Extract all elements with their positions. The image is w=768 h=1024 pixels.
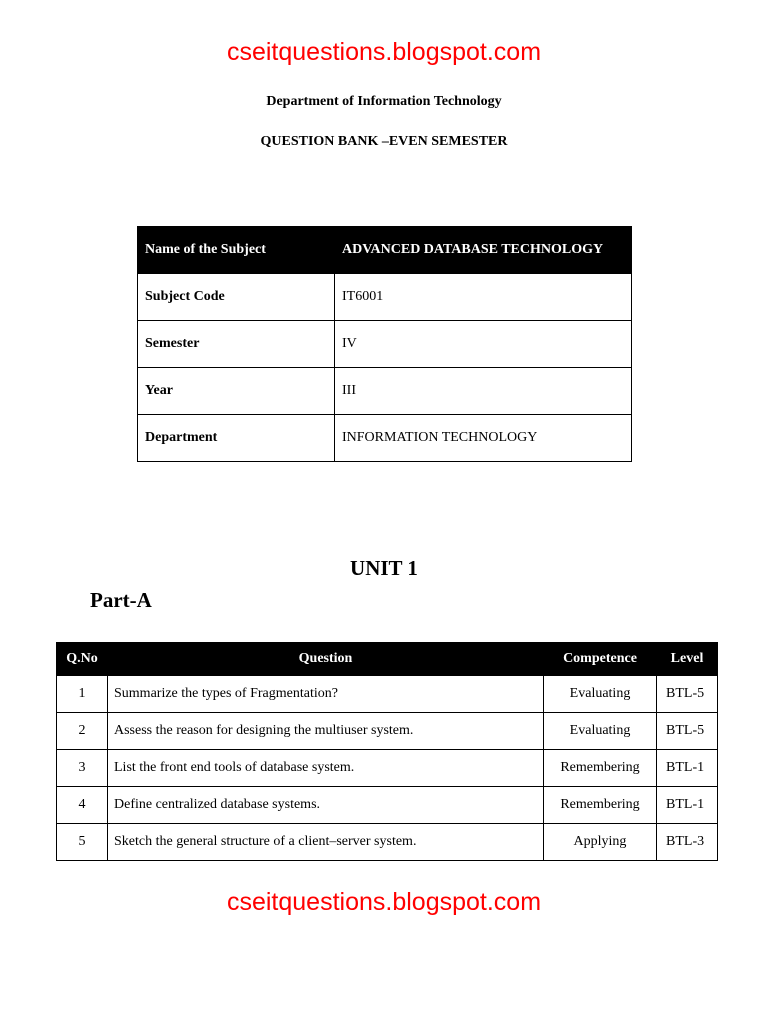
competence-cell: Applying bbox=[544, 824, 657, 861]
question-cell: Summarize the types of Fragmentation? bbox=[108, 676, 544, 713]
competence-cell: Remembering bbox=[544, 750, 657, 787]
subject-info-value: IT6001 bbox=[335, 274, 632, 321]
table-row bbox=[57, 676, 718, 713]
subject-info-row bbox=[138, 274, 632, 321]
question-table-header-row bbox=[57, 643, 718, 676]
level-cell: BTL-3 bbox=[657, 824, 718, 861]
subject-info-row bbox=[138, 368, 632, 415]
subject-info-row bbox=[138, 415, 632, 462]
qno-cell: 2 bbox=[57, 713, 108, 750]
subject-info-value: INFORMATION TECHNOLOGY bbox=[335, 415, 632, 462]
unit-title: UNIT 1 bbox=[350, 556, 418, 580]
question-cell: List the front end tools of database system. bbox=[108, 750, 544, 787]
level-cell: BTL-1 bbox=[657, 750, 718, 787]
competence-cell: Remembering bbox=[544, 787, 657, 824]
subject-info-label: Subject Code bbox=[138, 274, 335, 321]
subject-info-label: Semester bbox=[138, 321, 335, 368]
subject-info-label: Name of the Subject bbox=[138, 227, 335, 274]
table-row bbox=[57, 824, 718, 861]
header-qno: Q.No bbox=[57, 643, 108, 676]
table-row bbox=[57, 713, 718, 750]
level-cell: BTL-1 bbox=[657, 787, 718, 824]
qno-cell: 3 bbox=[57, 750, 108, 787]
watermark-bottom: cseitquestions.blogspot.com bbox=[226, 888, 542, 916]
table-row bbox=[57, 750, 718, 787]
question-bank-heading: QUESTION BANK –EVEN SEMESTER bbox=[260, 134, 508, 149]
qno-cell: 5 bbox=[57, 824, 108, 861]
part-title: Part-A bbox=[90, 588, 152, 612]
question-cell: Define centralized database systems. bbox=[108, 787, 544, 824]
qno-cell: 4 bbox=[57, 787, 108, 824]
competence-cell: Evaluating bbox=[544, 676, 657, 713]
subject-info-row bbox=[138, 227, 632, 274]
subject-info-label: Department bbox=[138, 415, 335, 462]
watermark-top: cseitquestions.blogspot.com bbox=[226, 38, 542, 66]
header-level: Level bbox=[657, 643, 718, 676]
subject-info-table bbox=[137, 226, 632, 462]
question-cell: Sketch the general structure of a client–server system. bbox=[108, 824, 544, 861]
question-table bbox=[56, 642, 718, 861]
subject-info-label: Year bbox=[138, 368, 335, 415]
subject-info-value: ADVANCED DATABASE TECHNOLOGY bbox=[335, 227, 632, 274]
level-cell: BTL-5 bbox=[657, 676, 718, 713]
subject-info-value: IV bbox=[335, 321, 632, 368]
subject-info-value: III bbox=[335, 368, 632, 415]
department-heading: Department of Information Technology bbox=[266, 94, 502, 109]
question-cell: Assess the reason for designing the multiuser system. bbox=[108, 713, 544, 750]
header-question: Question bbox=[108, 643, 544, 676]
header-competence: Competence bbox=[544, 643, 657, 676]
qno-cell: 1 bbox=[57, 676, 108, 713]
subject-info-row bbox=[138, 321, 632, 368]
level-cell: BTL-5 bbox=[657, 713, 718, 750]
table-row bbox=[57, 787, 718, 824]
competence-cell: Evaluating bbox=[544, 713, 657, 750]
